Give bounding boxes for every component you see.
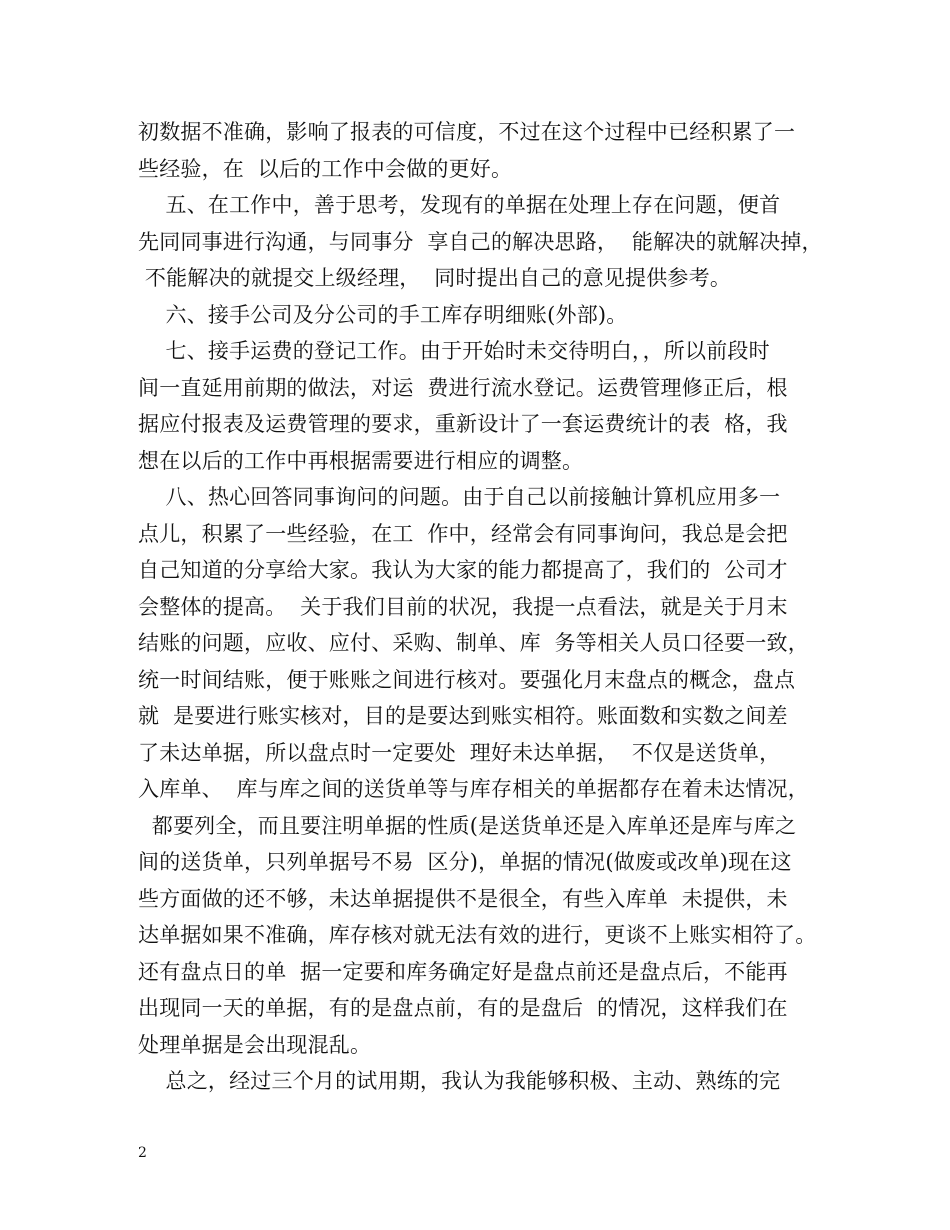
text-line: 了未达单据，所以盘点时一定要处 理好未达单据， 不仅是送货单， <box>138 740 781 765</box>
text-line: 出现同一天的单据，有的是盘点前，有的是盘后 的情况，这样我们在 <box>138 996 788 1020</box>
text-line: 都要列全，而且要注明单据的性质(是送货单还是入库单还是库与库之 <box>138 813 797 838</box>
text-line: 达单据如果不准确，库存核对就无法有效的进行，更谈不上账实相符了。 <box>138 923 817 947</box>
text-line: 初数据不准确，影响了报表的可信度，不过在这个过程中已经积累了一 <box>138 120 796 144</box>
text-line: 统一时间结账，便于账账之间进行核对。要强化月末盘点的概念，盘点 <box>138 667 796 692</box>
text-line: 自己知道的分享给大家。我认为大家的能力都提高了，我们的 公司才 <box>138 558 788 582</box>
text-line: 总之，经过三个月的试用期，我认为我能够积极、主动、熟练的完 <box>138 1069 781 1093</box>
text-line: 结账的问题，应收、应付、采购、制单、库 务等相关人员口径要一致， <box>138 631 809 655</box>
text-line: 还有盘点日的单 据一定要和库务确定好是盘点前还是盘点后，不能再 <box>138 959 788 984</box>
text-line: 八、热心回答同事询问的问题。由于自己以前接触计算机应用多一 <box>138 485 781 509</box>
text-line: 间一直延用前期的做法，对运 费进行流水登记。运费管理修正后，根 <box>138 375 788 400</box>
body-text <box>138 114 828 1100</box>
text-line: 不能解决的就提交上级经理， 同时提出自己的意见提供参考。 <box>138 266 732 290</box>
text-line: 入库单、 库与库之间的送货单等与库存相关的单据都存在着未达情况， <box>138 777 809 801</box>
text-line: 处理单据是会出现混乱。 <box>138 1032 372 1057</box>
text-line: 点儿，积累了一些经验，在工 作中，经常会有同事询问，我总是会把 <box>138 521 788 546</box>
text-line: 就 是要进行账实核对，目的是要达到账实相符。账面数和实数之间差 <box>138 704 788 728</box>
text-line: 五、在工作中，善于思考，发现有的单据在处理上存在问题，便首 <box>138 193 781 217</box>
page-number: 2 <box>138 1145 147 1161</box>
text-line: 先同同事进行沟通，与同事分 享自己的解决思路， 能解决的就解决掉， <box>138 229 823 254</box>
text-line: 间的送货单，只列单据号不易 区分)，单据的情况(做废或改单)现在这 <box>138 850 792 874</box>
text-line: 六、接手公司及分公司的手工库存明细账(外部)。 <box>138 302 628 327</box>
text-line: 七、接手运费的登记工作。由于开始时未交待明白，，所以前段时 <box>138 339 770 363</box>
text-line: 据应付报表及运费管理的要求，重新设计了一套运费统计的表 格，我 <box>138 412 788 436</box>
text-line: 会整体的提高。 关于我们目前的状况，我提一点看法，就是关于月末 <box>138 594 788 619</box>
text-line: 想在以后的工作中再根据需要进行相应的调整。 <box>138 448 584 473</box>
text-line: 些经验，在 以后的工作中会做的更好。 <box>138 156 513 181</box>
text-line: 些方面做的还不够，未达单据提供不是很全，有些入库单 未提供，未 <box>138 886 788 911</box>
